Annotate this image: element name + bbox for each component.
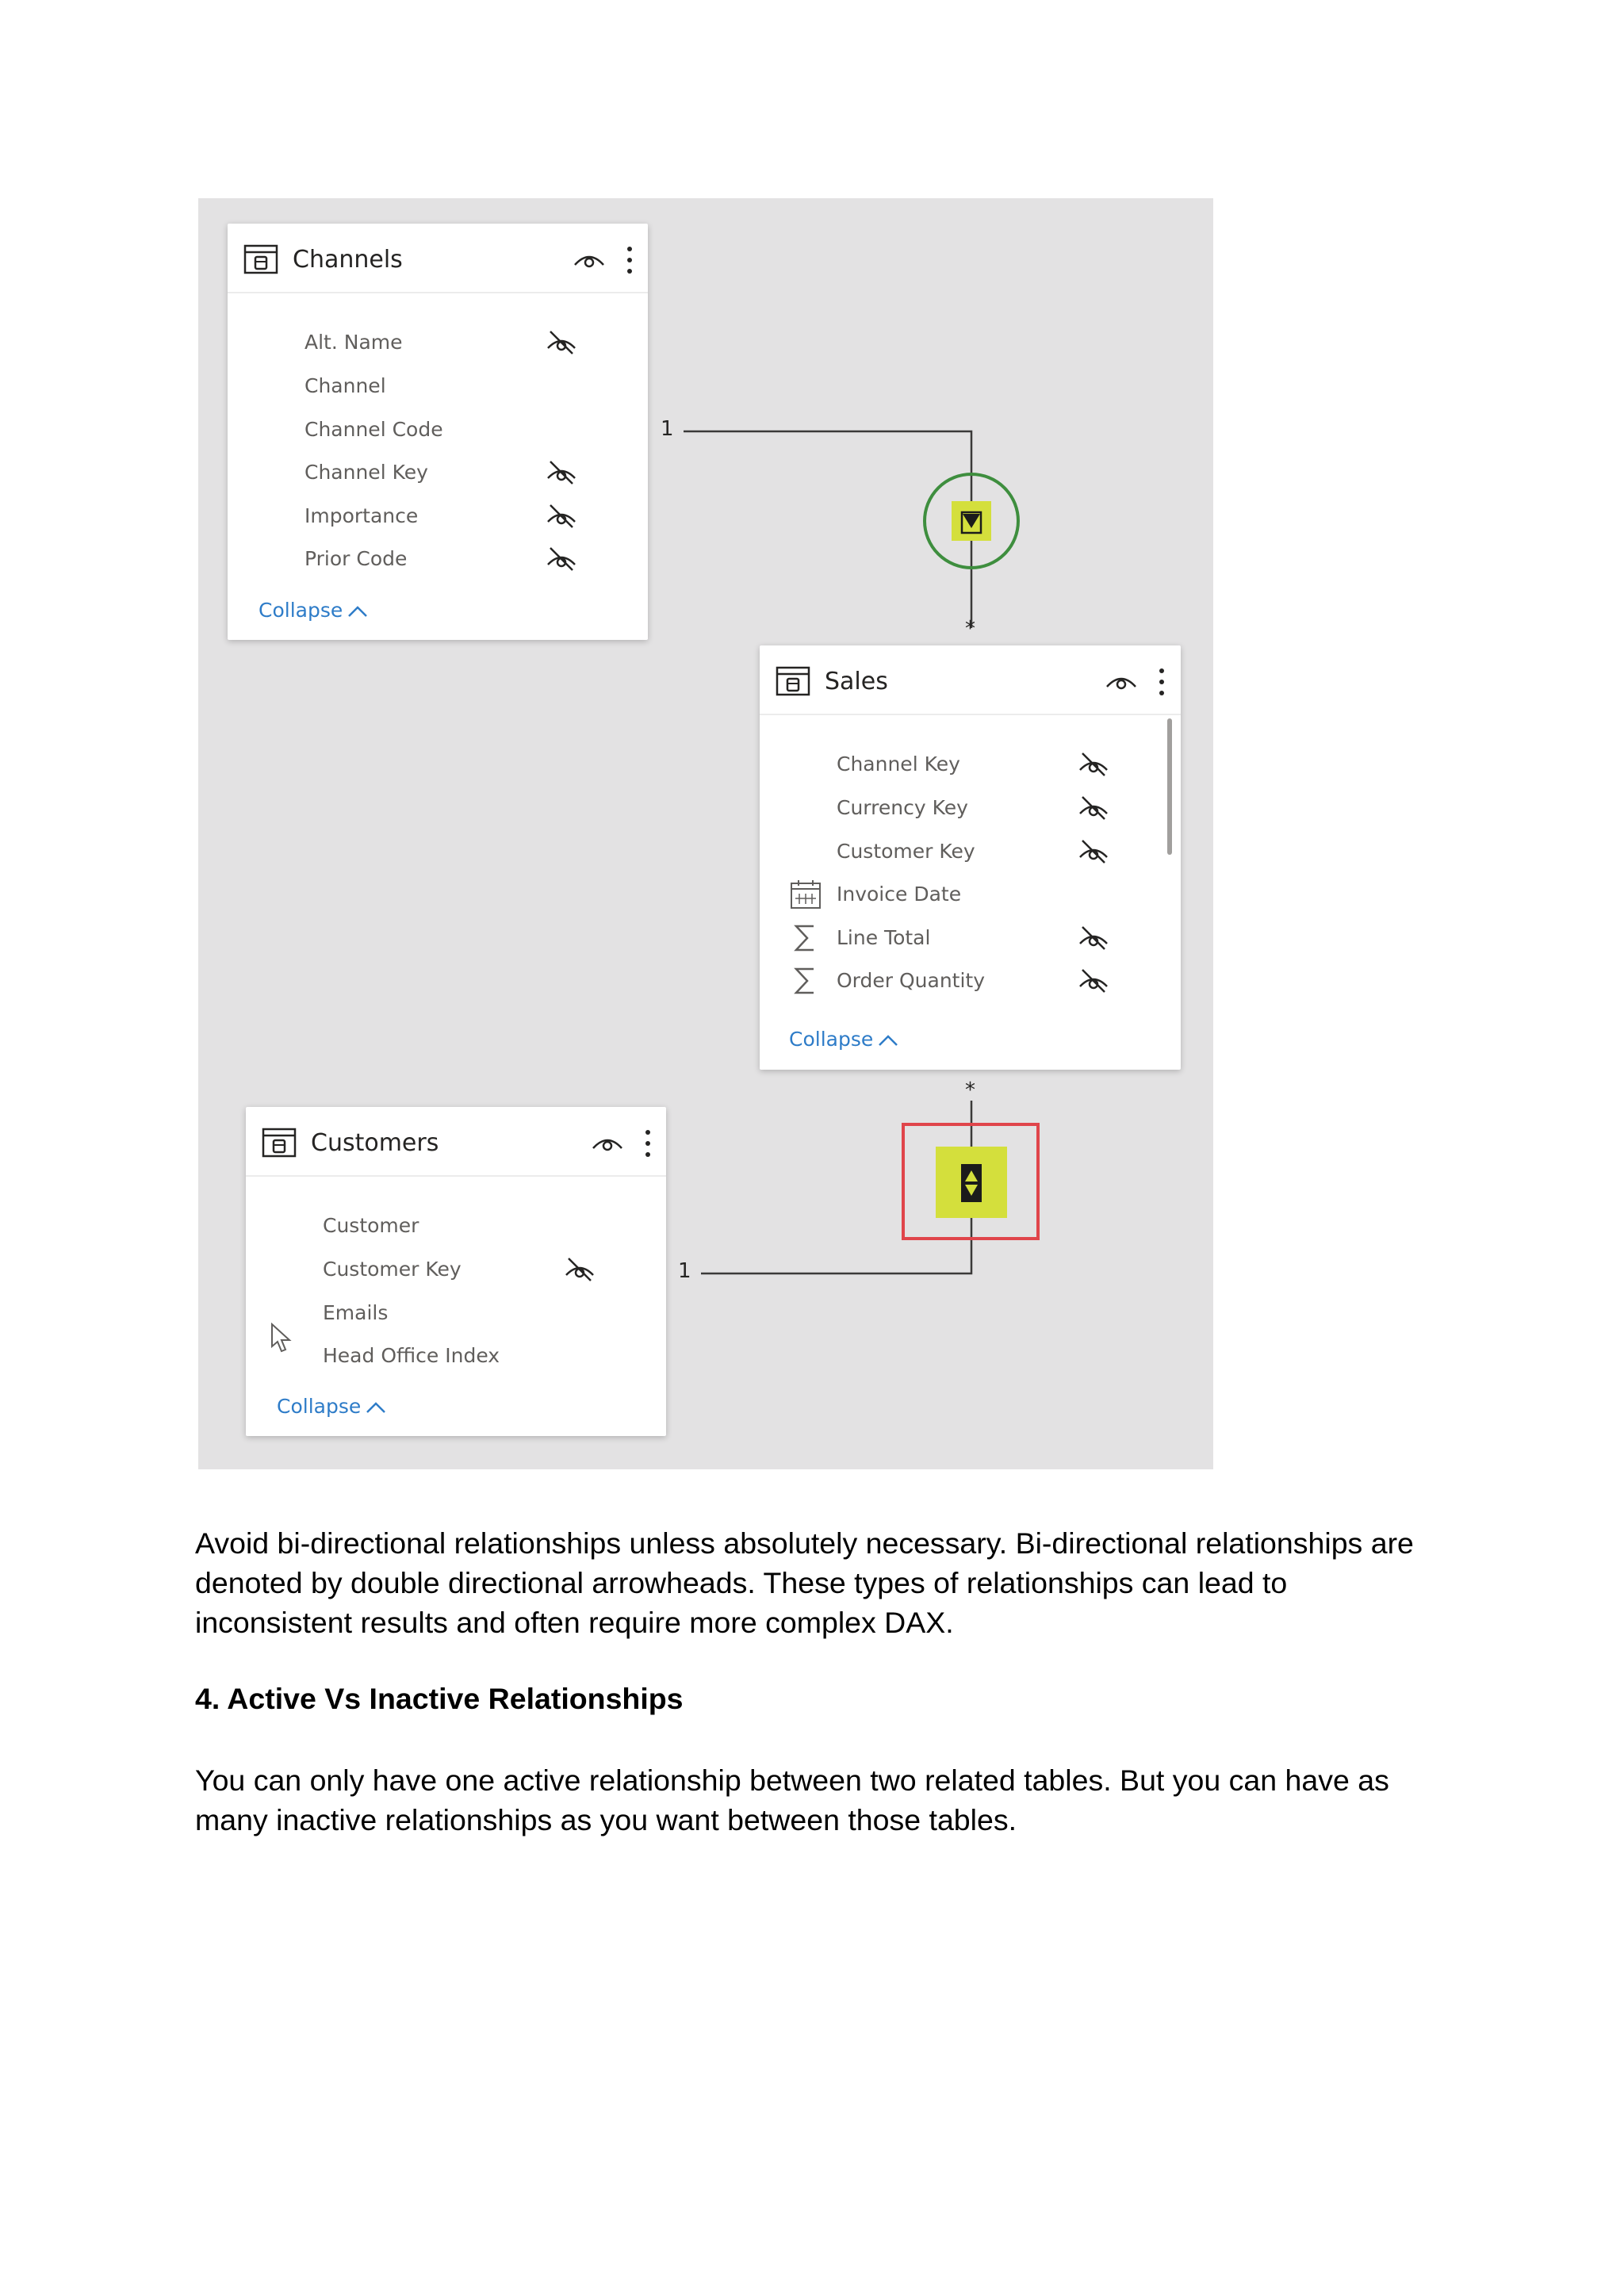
eye-hidden-icon [546, 329, 577, 356]
table-card-customers[interactable] [246, 1107, 666, 1436]
field-label: Customer [323, 1214, 419, 1237]
table-title: Customers [311, 1129, 439, 1157]
field-label: Channel Key [837, 753, 960, 776]
field-row[interactable] [228, 501, 648, 533]
more-options-icon[interactable] [642, 1128, 653, 1159]
field-label: Prior Code [304, 547, 408, 570]
chevron-up-icon [366, 1401, 386, 1414]
eye-icon[interactable] [1104, 669, 1139, 693]
section-heading: 4. Active Vs Inactive Relationships [195, 1682, 684, 1715]
more-options-icon[interactable] [1156, 666, 1167, 698]
field-label: Currency Key [837, 796, 968, 819]
collapse-button[interactable] [259, 599, 368, 622]
table-icon [243, 244, 278, 274]
field-row[interactable] [246, 1254, 666, 1286]
cardinality-many: * [965, 617, 975, 641]
mouse-cursor-icon [270, 1323, 293, 1354]
field-row[interactable] [228, 371, 648, 403]
calendar-icon [790, 879, 822, 910]
field-label: Line Total [837, 926, 931, 949]
field-label: Customer Key [837, 840, 975, 863]
field-row[interactable] [760, 793, 1181, 825]
table-card-header[interactable] [246, 1107, 666, 1177]
field-label: Alt. Name [304, 331, 403, 354]
paragraph-active-inactive: You can only have one active relationship between two related tables. But you can have as many inactive relationships as you want between those tables. [195, 1764, 1389, 1836]
more-options-icon[interactable] [624, 244, 635, 276]
field-row[interactable] [760, 879, 1181, 911]
table-icon [262, 1128, 297, 1158]
eye-icon[interactable] [572, 247, 607, 271]
collapse-label: Collapse [277, 1395, 362, 1418]
eye-hidden-icon [1078, 925, 1109, 952]
chevron-up-icon [878, 1034, 898, 1047]
eye-hidden-icon [1078, 838, 1109, 865]
relationship-line-channels-sales [684, 431, 971, 628]
field-label: Channel [304, 374, 386, 397]
table-card-channels[interactable] [228, 224, 648, 640]
table-card-header[interactable] [228, 224, 648, 293]
cardinality-many: * [965, 1078, 975, 1102]
table-card-header[interactable] [760, 645, 1181, 715]
field-row[interactable] [246, 1298, 666, 1330]
field-label: Channel Key [304, 461, 428, 484]
cardinality-one: 1 [678, 1259, 691, 1283]
field-label: Emails [323, 1301, 389, 1324]
field-row[interactable] [228, 415, 648, 446]
field-label: Channel Code [304, 418, 443, 441]
sigma-icon [790, 966, 822, 996]
relationship-line-customers-sales [701, 1101, 971, 1273]
model-diagram-canvas [198, 198, 1213, 1469]
eye-hidden-icon [546, 459, 577, 486]
field-row[interactable] [760, 923, 1181, 955]
field-row[interactable] [246, 1211, 666, 1243]
eye-hidden-icon [1078, 967, 1109, 994]
field-row[interactable] [228, 327, 648, 359]
table-card-sales[interactable] [760, 645, 1181, 1070]
chevron-up-icon [347, 605, 368, 618]
field-row[interactable] [228, 458, 648, 489]
collapse-button[interactable] [277, 1395, 386, 1418]
table-title: Channels [293, 246, 403, 274]
eye-hidden-icon [1078, 795, 1109, 821]
field-label: Head Office Index [323, 1344, 500, 1367]
field-row[interactable] [760, 837, 1181, 868]
collapse-button[interactable] [789, 1028, 898, 1051]
paragraph-bidirectional: Avoid bi-directional relationships unless absolutely necessary. Bi-directional relationships are denoted by double directional arrowheads. These types of relationships can lead to inconsistent results and often require more complex DAX. [195, 1526, 1414, 1639]
field-row[interactable] [760, 966, 1181, 998]
eye-hidden-icon [546, 546, 577, 573]
collapse-label: Collapse [789, 1028, 874, 1051]
sigma-icon [790, 923, 822, 953]
eye-hidden-icon [1078, 751, 1109, 778]
eye-icon[interactable] [590, 1131, 625, 1155]
eye-hidden-icon [564, 1256, 596, 1283]
field-label: Customer Key [323, 1258, 462, 1281]
cardinality-one: 1 [661, 417, 674, 441]
scrollbar[interactable] [1167, 718, 1172, 855]
table-title: Sales [825, 668, 888, 695]
table-icon [776, 666, 810, 696]
eye-hidden-icon [546, 503, 577, 530]
field-label: Invoice Date [837, 883, 962, 906]
collapse-label: Collapse [259, 599, 343, 622]
field-row[interactable] [228, 544, 648, 576]
field-row[interactable] [760, 749, 1181, 781]
field-row[interactable] [246, 1341, 666, 1373]
field-label: Importance [304, 504, 419, 527]
field-label: Order Quantity [837, 969, 986, 992]
